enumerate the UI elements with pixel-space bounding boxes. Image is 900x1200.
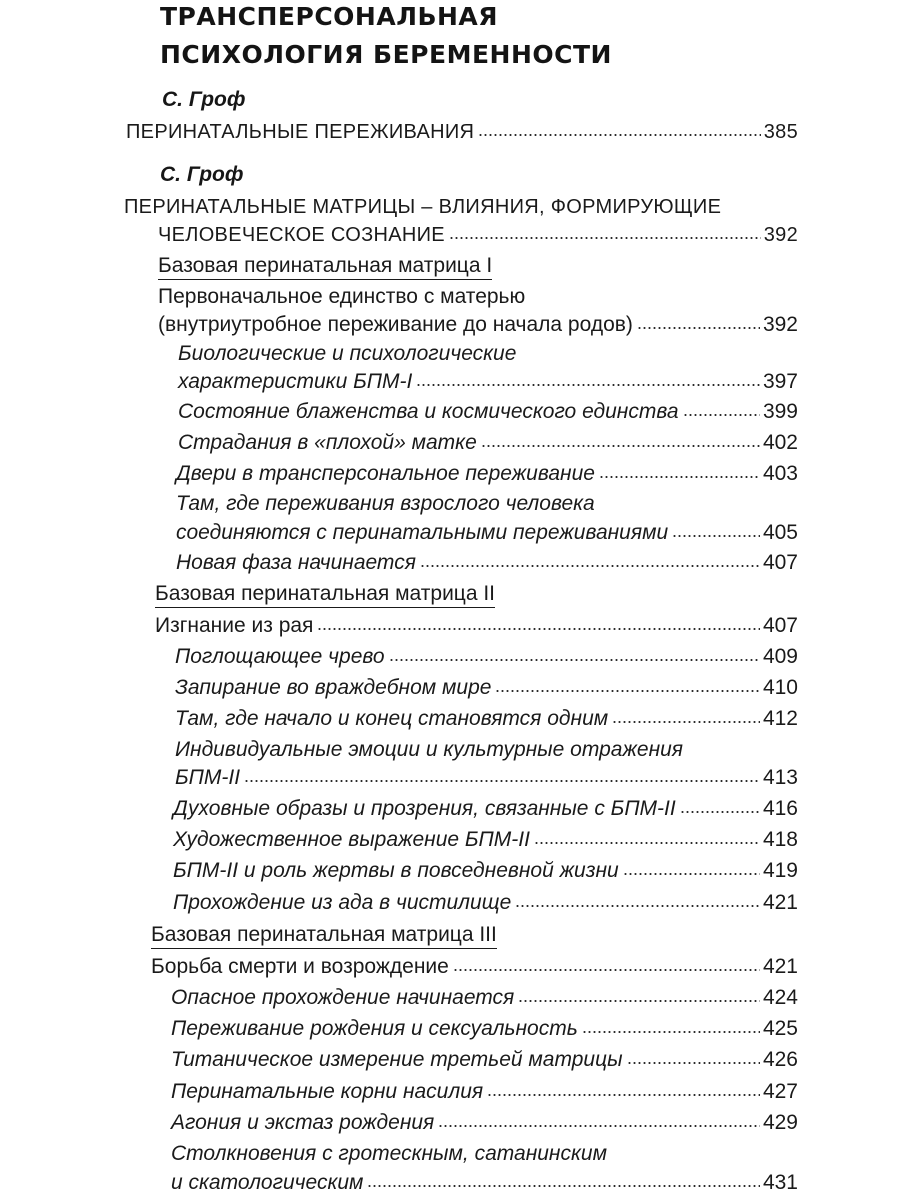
- toc-entry[interactable]: [171, 1016, 798, 1042]
- dot-leader: [416, 369, 760, 388]
- entry-title: Перинатальные корни насилия: [171, 1080, 484, 1103]
- page-number: 418: [762, 828, 798, 851]
- entry-title: Запирание во враждебном мире: [175, 676, 492, 699]
- matrix-heading: Базовая перинатальная матрица I: [158, 253, 492, 280]
- entry-title: Духовные образы и прозрения, связанные с БПМ-II: [173, 797, 676, 820]
- entry-title: Агония и экстаз рождения: [171, 1111, 435, 1134]
- toc-entry[interactable]: [178, 430, 798, 456]
- toc-entry[interactable]: [176, 461, 798, 487]
- page-number: 385: [763, 121, 798, 143]
- matrix-heading: Базовая перинатальная матрица III: [151, 922, 497, 949]
- dot-leader: [518, 985, 760, 1004]
- toc-entry[interactable]: [171, 1110, 798, 1136]
- toc-entry[interactable]: [178, 399, 798, 425]
- toc-entry[interactable]: [173, 858, 798, 884]
- entry-title: Двери в трансперсональное переживание: [176, 462, 595, 485]
- entry-title: Состояние блаженства и космического единства: [178, 400, 679, 423]
- entry-title: ПЕРИНАТАЛЬНЫЕ ПЕРЕЖИВАНИЯ: [126, 121, 475, 143]
- entry-title: БПМ-II: [175, 766, 241, 789]
- page-number: 407: [762, 551, 798, 574]
- entry-title: Поглощающее чрево: [175, 645, 385, 668]
- page-number: 405: [762, 521, 798, 544]
- page-number: 397: [762, 370, 798, 393]
- dot-leader: [672, 520, 760, 539]
- page-number: 392: [762, 313, 798, 336]
- dot-leader: [582, 1016, 760, 1035]
- page-number: 407: [762, 614, 798, 637]
- author-name: С. Гроф: [162, 88, 246, 111]
- entry-title: Прохождение из ада в чистилище: [173, 891, 512, 914]
- entry-title-line1: Столкновения с гротескным, сатанинским: [171, 1142, 607, 1165]
- toc-entry[interactable]: [175, 675, 798, 701]
- dot-leader: [637, 312, 760, 331]
- dot-leader: [495, 675, 759, 694]
- toc-entry[interactable]: [171, 985, 798, 1011]
- entry-title-line1: Биологические и психологические: [178, 342, 517, 365]
- entry-title: Борьба смерти и возрождение: [151, 955, 449, 978]
- page-number: 416: [762, 797, 798, 820]
- entry-title: Там, где начало и конец становятся одним: [175, 707, 609, 730]
- entry-title: и скатологическим: [171, 1171, 364, 1194]
- entry-title: Страдания в «плохой» матке: [178, 431, 477, 454]
- section-title-line2: ПСИХОЛОГИЯ БЕРЕМЕННОСТИ: [160, 40, 612, 69]
- page-number: 403: [762, 462, 798, 485]
- toc-entry[interactable]: [158, 222, 798, 248]
- page-number: 392: [763, 224, 798, 246]
- page-number: 426: [762, 1048, 798, 1071]
- dot-leader: [623, 858, 760, 877]
- entry-title-line1: Там, где переживания взрослого человека: [176, 492, 595, 515]
- matrix-heading: Базовая перинатальная матрица II: [155, 581, 495, 608]
- entry-title-line1: Индивидуальные эмоции и культурные отражения: [175, 738, 684, 761]
- toc-entry[interactable]: [126, 119, 798, 145]
- dot-leader: [515, 890, 760, 909]
- toc-entry[interactable]: [155, 613, 798, 639]
- toc-entry[interactable]: [151, 954, 798, 980]
- entry-title: Титаническое измерение третьей матрицы: [171, 1048, 623, 1071]
- page-number: 429: [762, 1111, 798, 1134]
- page-number: 413: [762, 766, 798, 789]
- toc-entry[interactable]: [175, 644, 798, 670]
- toc-entry[interactable]: [171, 1047, 798, 1073]
- page-number: 427: [762, 1080, 798, 1103]
- page-number: 431: [762, 1171, 798, 1194]
- toc-entry[interactable]: [173, 890, 798, 916]
- page-number: 424: [762, 986, 798, 1009]
- dot-leader: [627, 1047, 760, 1066]
- page-number: 409: [762, 645, 798, 668]
- dot-leader: [244, 765, 760, 784]
- entry-title: характеристики БПМ-I: [178, 370, 413, 393]
- entry-title-line1: ПЕРИНАТАЛЬНЫЕ МАТРИЦЫ – ВЛИЯНИЯ, ФОРМИРУЮЩИЕ: [124, 196, 722, 218]
- dot-leader: [487, 1079, 760, 1098]
- entry-title: соединяются с перинатальными переживаниями: [176, 521, 669, 544]
- dot-leader: [453, 954, 760, 973]
- dot-leader: [534, 827, 760, 846]
- dot-leader: [438, 1110, 760, 1129]
- page-number: 425: [762, 1017, 798, 1040]
- dot-leader: [478, 120, 760, 138]
- page-number: 410: [762, 676, 798, 699]
- entry-title: (внутриутробное переживание до начала родов): [158, 313, 633, 336]
- toc-entry[interactable]: [176, 550, 798, 576]
- entry-title: Художественное выражение БПМ-II: [173, 828, 530, 851]
- entry-title-line1: Первоначальное единство с матерью: [158, 285, 526, 308]
- toc-entry[interactable]: [175, 706, 798, 732]
- author-name: С. Гроф: [160, 163, 244, 186]
- page-number: 412: [762, 707, 798, 730]
- page-number: 402: [762, 431, 798, 454]
- entry-title: Новая фаза начинается: [176, 551, 416, 574]
- toc-entry[interactable]: [171, 1170, 798, 1196]
- toc-entry[interactable]: [178, 369, 798, 395]
- page-number: 421: [762, 891, 798, 914]
- entry-title: Переживание рождения и сексуальность: [171, 1017, 578, 1040]
- entry-title: ЧЕЛОВЕЧЕСКОЕ СОЗНАНИЕ: [158, 224, 445, 246]
- entry-title: БПМ-II и роль жертвы в повседневной жизни: [173, 859, 619, 882]
- page-number: 399: [762, 400, 798, 423]
- entry-title: Опасное прохождение начинается: [171, 986, 515, 1009]
- dot-leader: [389, 644, 760, 663]
- toc-entry[interactable]: [158, 312, 798, 338]
- dot-leader: [481, 430, 760, 449]
- dot-leader: [367, 1170, 760, 1189]
- dot-leader: [683, 399, 760, 418]
- toc-entry[interactable]: [176, 520, 798, 546]
- dot-leader: [612, 706, 760, 725]
- toc-entry[interactable]: [175, 765, 798, 791]
- dot-leader: [680, 796, 760, 815]
- dot-leader: [449, 223, 761, 241]
- dot-leader: [317, 613, 760, 632]
- dot-leader: [420, 550, 760, 569]
- section-title-line1: ТРАНСПЕРСОНАЛЬНАЯ: [160, 2, 499, 31]
- toc-entry[interactable]: [173, 827, 798, 853]
- page-number: 421: [762, 955, 798, 978]
- toc-entry[interactable]: [171, 1079, 798, 1105]
- dot-leader: [599, 461, 760, 480]
- entry-title: Изгнание из рая: [155, 614, 314, 637]
- toc-entry[interactable]: [173, 796, 798, 822]
- page-number: 419: [762, 859, 798, 882]
